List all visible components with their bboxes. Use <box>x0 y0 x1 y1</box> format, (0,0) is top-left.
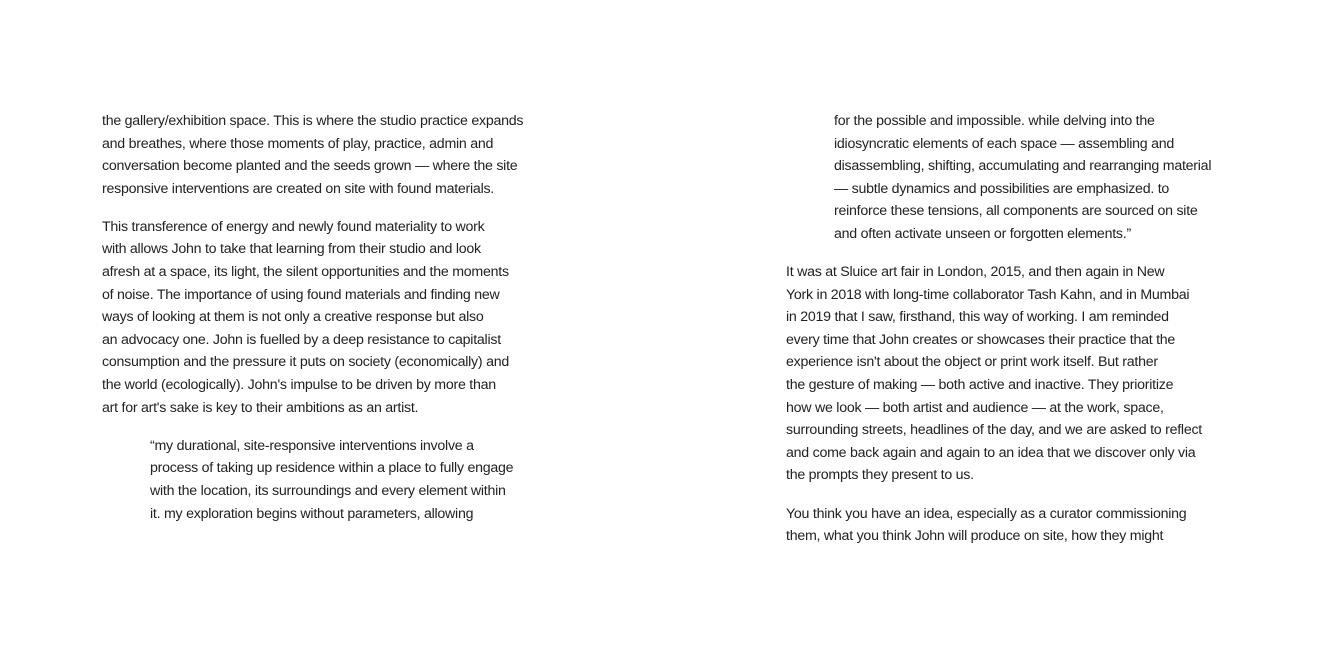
quote-line: and often activate unseen or forgotten elements.” <box>834 225 1131 242</box>
left-paragraph-1 <box>102 110 552 200</box>
quote-line: reinforce these tensions, all components are sourced on site <box>834 203 1198 220</box>
text-line: and come back again and again to an idea that we discover only via <box>786 444 1196 461</box>
text-line: afresh at a space, its light, the silent opportunities and the moments <box>102 264 509 281</box>
quote-line: — subtle dynamics and possibilities are emphasized. to <box>834 180 1170 197</box>
text-line: consumption and the pressure it puts on society (economically) and <box>102 354 509 371</box>
right-page <box>786 110 1226 548</box>
quote-line: with the location, its surroundings and every element within <box>150 482 506 499</box>
text-line: with allows John to take that learning from their studio and look <box>102 241 481 258</box>
text-line: art for art's sake is key to their ambitions as an artist. <box>102 399 419 416</box>
paragraph-gap <box>102 200 552 216</box>
paragraph-gap <box>102 419 552 435</box>
text-line: in 2019 that I saw, firsthand, this way of working. I am reminded <box>786 309 1169 326</box>
right-paragraph-2 <box>786 503 1226 548</box>
text-line: every time that John creates or showcases their practice that the <box>786 331 1176 348</box>
text-line: experience isn't about the object or print work itself. But rather <box>786 354 1158 371</box>
quote-line: process of taking up residence within a place to fully engage <box>150 460 514 477</box>
text-line: how we look — both artist and audience — at the work, space, <box>786 399 1164 416</box>
quote-line: for the possible and impossible. while delving into the <box>834 113 1155 129</box>
left-page <box>102 110 552 525</box>
paragraph-gap <box>786 487 1226 503</box>
text-line: the prompts they present to us. <box>786 467 974 484</box>
text-line: This transference of energy and newly found materiality to work <box>102 218 485 235</box>
right-paragraph-1 <box>786 261 1226 487</box>
text-line: surrounding streets, headlines of the day, and we are asked to reflect <box>786 422 1203 439</box>
text-line: and breathes, where those moments of play, practice, admin and <box>102 135 494 152</box>
text-line: ways of looking at them is not only a creative response but also <box>102 309 484 326</box>
text-line: the gesture of making — both active and inactive. They prioritize <box>786 377 1174 394</box>
text-line: responsive interventions are created on site with found materials. <box>102 180 495 197</box>
text-line: the gallery/exhibition space. This is where the studio practice expands <box>102 113 524 129</box>
text-line: of noise. The importance of using found materials and finding new <box>102 286 500 303</box>
text-line: the world (ecologically). John's impulse to be driven by more than <box>102 377 496 394</box>
text-line: York in 2018 with long-time collaborator Tash Kahn, and in Mumbai <box>786 286 1190 303</box>
quote-line: idiosyncratic elements of each space — assembling and <box>834 135 1175 152</box>
text-line: conversation become planted and the seeds grown — where the site <box>102 158 518 175</box>
quote-line: “my durational, site-responsive interventions involve a <box>150 437 474 454</box>
left-paragraph-2 <box>102 216 552 419</box>
paragraph-gap <box>786 246 1226 262</box>
left-block-quote <box>102 435 552 525</box>
text-line: them, what you think John will produce on site, how they might <box>786 528 1164 545</box>
text-line: an advocacy one. John is fuelled by a deep resistance to capitalist <box>102 331 501 348</box>
right-block-quote <box>786 110 1226 246</box>
text-line: You think you have an idea, especially as a curator commissioning <box>786 505 1187 522</box>
text-line: It was at Sluice art fair in London, 2015, and then again in New <box>786 264 1165 281</box>
quote-line: disassembling, shifting, accumulating and rearranging material <box>834 158 1212 175</box>
quote-line: it. my exploration begins without parameters, allowing <box>150 505 474 522</box>
